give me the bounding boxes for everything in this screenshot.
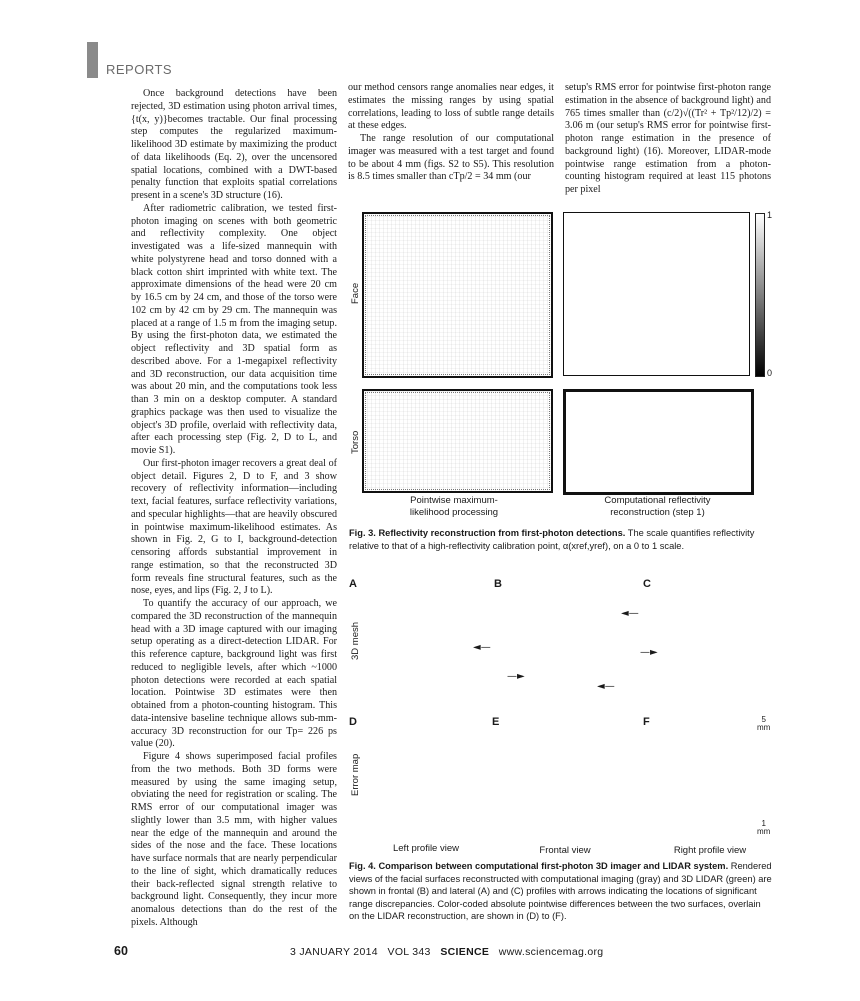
fig3-caption-text: The scale quantifies reflectivity relative to that of a high-reflectivity calibration point, α(xref,yref), on a 0 to 1 scale.	[349, 528, 755, 551]
fig4-scale-top-unit: mm	[757, 723, 771, 732]
fig4-caption-title: Fig. 4. Comparison between computational first-photon 3D imager and LIDAR system.	[349, 861, 729, 871]
fig4-panel-label-e: E	[492, 716, 500, 728]
footer-date: 3 JANUARY 2014	[290, 946, 378, 958]
fig4-row-label-mesh: 3D mesh	[350, 621, 361, 660]
paragraph: Once background detections have been rejected, 3D estimation using photon arrival times, {t(x, y)}becomes tractable. Our final processing step computes the regularized maximum-likelihood 3D estimate by maximizing the product of data likelihoods (Eq. 2), over the uncensored spatial locations, combined with a DWT-based penalty function that exploits spatial correlations present in a scene's 3D structure (16).	[131, 88, 337, 201]
fig3-face-pointwise-image	[362, 212, 553, 378]
fig4-scale-top	[757, 716, 770, 732]
fig3-column-label-reconstruction: Computational reflectivity reconstruction (step 1)	[604, 495, 711, 518]
fig4-scale-bottom-value: 1	[761, 819, 766, 828]
section-label: REPORTS	[106, 62, 173, 77]
fig3-torso-pointwise-image	[362, 389, 553, 493]
fig4-scale-top-value: 5	[761, 715, 766, 724]
fig3-colorbar-max: 1	[767, 210, 773, 220]
page-number: 60	[114, 944, 128, 958]
footer-meta	[290, 946, 603, 958]
fig3-colorbar	[755, 213, 765, 377]
footer-volume: VOL 343	[387, 946, 431, 958]
arrow-right-icon: —►	[507, 671, 525, 682]
arrow-left-icon: ◄—	[597, 681, 615, 692]
fig3-caption-title: Fig. 3. Reflectivity reconstruction from first-photon detections.	[349, 528, 626, 538]
section-bar	[87, 42, 98, 78]
fig4-caption-text: Rendered views of the facial surfaces reconstructed with computational imaging (gray) and 3D LIDAR (green) are shown in frontal (B) and lateral (A) and (C) profiles with arrows indicating the locations of significant range discrepancies. Color-coded absolute pointwise differences between the two surfaces, overlain on the LIDAR reconstruction, are shown in (D) to (F).	[349, 861, 772, 921]
fig4-panel-label-a: A	[349, 578, 357, 590]
fig3-face-reconstruction-image	[563, 212, 750, 376]
arrow-left-icon: ◄—	[473, 642, 491, 653]
paragraph: our method censors range anomalies near edges, it estimates the missing ranges by using spatial correlations, leading to loss of subtle range details at these edges.	[348, 82, 554, 132]
text-column-2	[348, 82, 554, 184]
fig3-row-label-face: Face	[350, 282, 361, 304]
paragraph: setup's RMS error for pointwise first-photon range estimation in the absence of background light) and 765 times smaller than (c/2)√((Tr² + Tp²/12)/2) = 3.06 m (our setup's RMS error for pointwise first-photon range estimation in the presence of background light) (16). Moreover, LIDAR-mode pointwise range estimation from a photon-counting histogram required at least 115 photons per pixel	[565, 82, 771, 195]
arrow-right-icon: —►	[640, 647, 658, 658]
fig4-scale-bottom-unit: mm	[757, 827, 771, 836]
text-column-1	[131, 88, 337, 930]
fig4-panel-label-d: D	[349, 716, 357, 728]
fig4-row-label-error: Error map	[350, 753, 361, 796]
footer-journal: SCIENCE	[440, 946, 490, 958]
footer-website: www.sciencemag.org	[498, 946, 604, 958]
fig4-panel-label-c: C	[643, 578, 651, 590]
fig3-torso-reconstruction-image	[563, 389, 754, 495]
paragraph: The range resolution of our computational imager was measured with a test target and found to be about 4 mm (figs. S2 to S5). This resolution is 8.5 times smaller than cTp/2 = 34 mm (our	[348, 133, 554, 183]
fig4-view-label-left: Left profile view	[392, 843, 459, 854]
text-column-3	[565, 82, 771, 197]
fig3-row-label-torso: Torso	[350, 430, 361, 454]
fig4-caption	[349, 860, 773, 923]
arrow-left-icon: ◄—	[621, 608, 639, 619]
fig3-column-label-pointwise: Pointwise maximum-likelihood processing	[409, 495, 499, 518]
fig3-caption	[349, 527, 773, 552]
paragraph: After radiometric calibration, we tested first-photon imaging on scenes with both geometric and reflectivity complexity. One object investigated was a life-sized mannequin with white polystyrene head and torso donned with a black cotton shirt imprinted with white text. The approximate dimensions of the head were 20 cm by 16.5 cm by 24 cm, and those of the torso were 102 cm by 42 cm by 29 cm. The mannequin was placed at a range of 1.5 m from the imaging setup. By using the first-photon data, we estimated the object reflectivity and 3D spatial form as described above. For a 1-megapixel reflectivity and 3D reconstruction, our data acquisition time was about 20 min, and the computations took less than 3 min on a desktop computer. A standard graphics package was then used to visualize the object's 3D profile, overlaid with reflectivity data, after each processing step (Fig. 2, D to L, and movie S1).	[131, 202, 337, 456]
paragraph: Our first-photon imager recovers a great deal of object detail. Figures 2, D to F, and 3 show recovery of reflectivity information—including text, facial features, surface reflectivity variations, and specular highlights—that are heavily obscured in pointwise maximum-likelihood estimates. As shown in Fig. 2, G to I, background-detection censoring affords substantial improvement in range estimation, so that the reconstructed 3D form reveals fine structural features, such as the nose, eyes, and lips (Fig. 2, J to L).	[131, 457, 337, 597]
fig4-view-label-right: Right profile view	[673, 845, 747, 856]
paragraph: Figure 4 shows superimposed facial profiles from the two methods. Both 3D forms were measured by using the same imaging setup, obviating the need for registration or scaling. The RMS error of our computational imager was slightly lower than 3.5 mm, with higher values near the edge of the mannequin and around the sides of the nose and the face. These locations have surface normals that are nearly perpendicular to the line of sight, which dramatically reduces their back-reflected signal strength relative to background light. Consequently, they incur more anomalous detections than do the rest of the pixels. Although	[131, 751, 337, 928]
fig4-panel-label-f: F	[643, 716, 650, 728]
paragraph: To quantify the accuracy of our approach, we compared the 3D reconstruction of the mannequin head with a 3D image captured with our imaging setup operating as a direct-detection LIDAR. For this reference capture, background light was first reduced to negligible levels, after which ~1000 photon detections were recorded at each spatial location. Pointwise 3D estimates were then obtained from a photon-counting histogram. This data-intensive baseline technique allows sub-mm-accuracy 3D reconstruction for our Tp= 226 ps value (20).	[131, 598, 337, 750]
fig4-panel-label-b: B	[494, 578, 502, 590]
fig3-colorbar-min: 0	[767, 368, 773, 378]
fig4-view-label-frontal: Frontal view	[539, 845, 591, 856]
fig4-scale-bottom	[757, 820, 770, 836]
